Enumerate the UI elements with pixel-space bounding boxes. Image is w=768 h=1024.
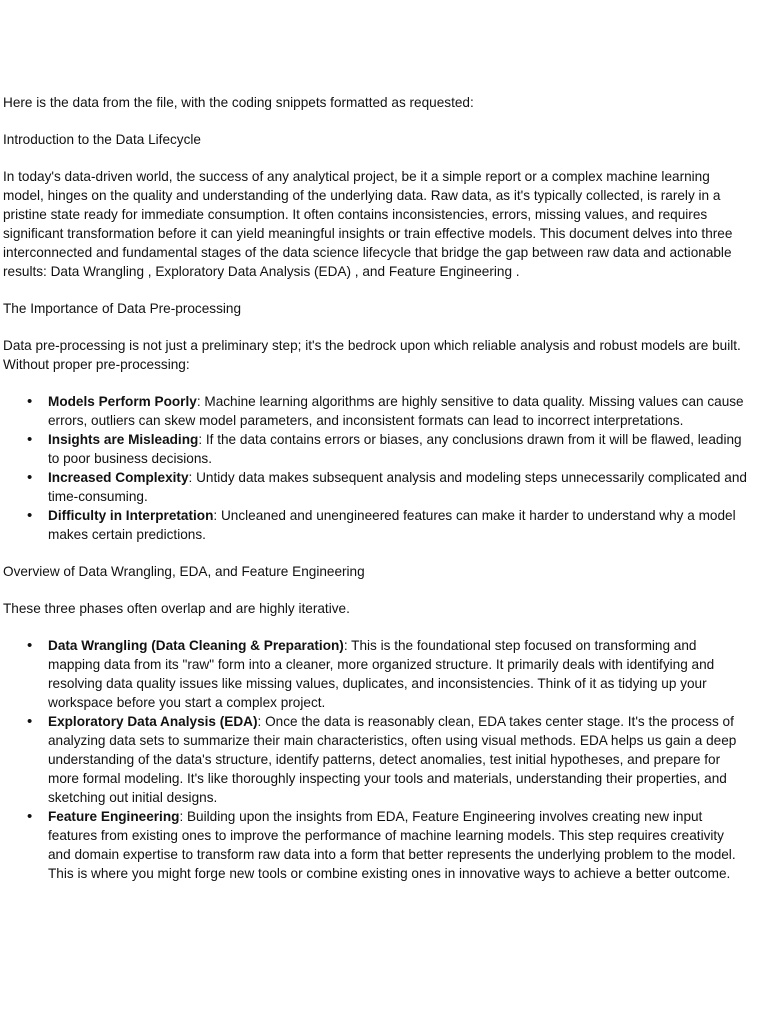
- list-item: [48, 506, 748, 544]
- bullet-term: Insights are Misleading: [48, 432, 199, 447]
- list-item: [48, 712, 748, 807]
- overview-bullet-list: [3, 636, 748, 883]
- bullet-term: Data Wrangling (Data Cleaning & Preparation): [48, 638, 344, 653]
- document-page: [3, 93, 748, 901]
- bullet-term: Exploratory Data Analysis (EDA): [48, 714, 258, 729]
- bullet-text: : Uncleaned and unengineered features can make it harder to understand why a model makes certain predictions.: [48, 508, 736, 542]
- section-heading-data-lifecycle: Introduction to the Data Lifecycle: [3, 132, 201, 147]
- bullet-term: Increased Complexity: [48, 470, 189, 485]
- bullet-term: Feature Engineering: [48, 809, 180, 824]
- list-item: [48, 430, 748, 468]
- bullet-text: : This is the foundational step focused on transforming and mapping data from its "raw" form into a cleaner, more organized structure. It primarily deals with identifying and resolving data quality issues like missing values, duplicates, and inconsistencies. Think of it as tidying up your workspace before you start a complex project.: [48, 638, 715, 710]
- preprocessing-bullet-list: [3, 392, 748, 544]
- list-item: [48, 392, 748, 430]
- bullet-text: : If the data contains errors or biases, any conclusions drawn from it will be flawed, leading to poor business decisions.: [48, 432, 742, 466]
- bullet-text: : Building upon the insights from EDA, Feature Engineering involves creating new input features from existing ones to improve the performance of machine learning models. This step requires creativity and domain expertise to transform raw data into a form that better represents the underlying problem to the model. This is where you might forge new tools or combine existing ones in innovative ways to achieve a better outcome.: [48, 809, 736, 881]
- list-item: [48, 807, 748, 883]
- bullet-term: Difficulty in Interpretation: [48, 508, 214, 523]
- bullet-text: : Once the data is reasonably clean, EDA takes center stage. It's the process of analyzing data sets to summarize their main characteristics, often using visual methods. EDA helps us gain a deep understanding of the data's structure, identify patterns, detect anomalies, test initial hypotheses, and prepare for more formal modeling. It's like thoroughly inspecting your tools and materials, understanding their properties, and sketching out initial designs.: [48, 714, 737, 805]
- bullet-term: Models Perform Poorly: [48, 394, 197, 409]
- section-paragraph-data-lifecycle: In today's data-driven world, the success of any analytical project, be it a simple report or a complex machine learning model, hinges on the quality and understanding of the underlying data. Raw data, as it's typically collected, is rarely in a pristine state ready for immediate consumption. It often contains inconsistencies, errors, missing values, and requires significant transformation before it can yield meaningful insights or train effective models. This document delves into three interconnected and fundamental stages of the data science lifecycle that bridge the gap between raw data and actionable results: Data Wrangling , Exploratory Data Analysis (EDA) , and Feature Engineering .: [3, 169, 733, 279]
- bullet-text: : Untidy data makes subsequent analysis and modeling steps unnecessarily complicated and time-consuming.: [48, 470, 747, 504]
- list-item: [48, 468, 748, 506]
- section-paragraph-preprocessing: Data pre-processing is not just a preliminary step; it's the bedrock upon which reliable analysis and robust models are built. Without proper pre-processing:: [3, 338, 741, 372]
- section-heading-overview: Overview of Data Wrangling, EDA, and Feature Engineering: [3, 564, 365, 579]
- section-heading-preprocessing: The Importance of Data Pre-processing: [3, 301, 242, 316]
- section-paragraph-overview: These three phases often overlap and are highly iterative.: [3, 601, 350, 616]
- list-item: [48, 636, 748, 712]
- intro-line: Here is the data from the file, with the coding snippets formatted as requested:: [3, 95, 474, 110]
- bullet-text: : Machine learning algorithms are highly sensitive to data quality. Missing values can cause errors, outliers can skew model parameters, and inconsistent formats can lead to incorrect interpretations.: [48, 394, 744, 428]
